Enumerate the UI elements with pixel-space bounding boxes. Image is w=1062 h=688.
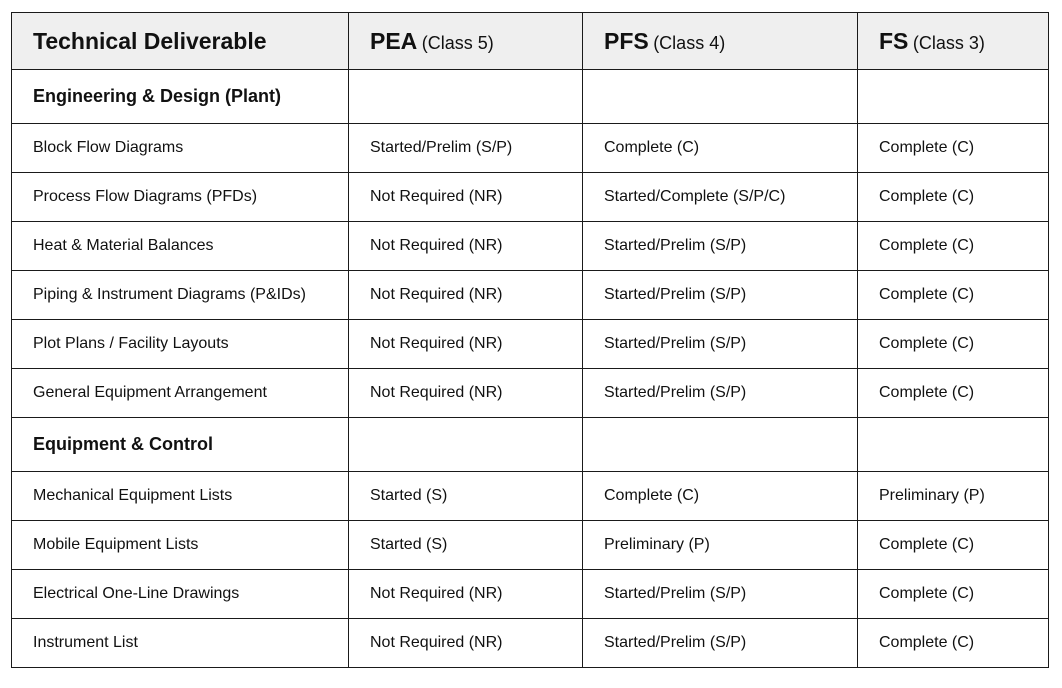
header-fs xyxy=(858,13,1049,70)
pea-cell: Started (S) xyxy=(349,472,583,521)
table-row xyxy=(12,521,1049,570)
fs-cell: Complete (C) xyxy=(858,124,1049,173)
pea-cell: Not Required (NR) xyxy=(349,271,583,320)
section-row-equipment-control xyxy=(12,418,1049,472)
table-row xyxy=(12,570,1049,619)
pea-cell: Started/Prelim (S/P) xyxy=(349,124,583,173)
pfs-cell: Preliminary (P) xyxy=(583,521,858,570)
pea-cell: Not Required (NR) xyxy=(349,320,583,369)
fs-cell: Complete (C) xyxy=(858,570,1049,619)
table-row xyxy=(12,173,1049,222)
deliverable-cell: Process Flow Diagrams (PFDs) xyxy=(12,173,349,222)
deliverable-cell: Block Flow Diagrams xyxy=(12,124,349,173)
fs-cell: Complete (C) xyxy=(858,619,1049,668)
empty-cell xyxy=(583,418,858,472)
table-row xyxy=(12,271,1049,320)
pfs-cell: Complete (C) xyxy=(583,472,858,521)
fs-cell: Complete (C) xyxy=(858,271,1049,320)
empty-cell xyxy=(858,418,1049,472)
header-title: Technical Deliverable xyxy=(33,27,267,54)
deliverable-cell: Mobile Equipment Lists xyxy=(12,521,349,570)
header-pea-class: (Class 5) xyxy=(421,32,494,53)
header-fs-class: (Class 3) xyxy=(912,32,985,53)
section-title: Equipment & Control xyxy=(12,418,349,472)
header-pfs-label: PFS xyxy=(604,27,649,54)
header-pea-label: PEA xyxy=(370,27,418,54)
pea-cell: Not Required (NR) xyxy=(349,570,583,619)
fs-cell: Complete (C) xyxy=(858,222,1049,271)
fs-cell: Complete (C) xyxy=(858,521,1049,570)
fs-cell: Complete (C) xyxy=(858,369,1049,418)
section-row-engineering-design xyxy=(12,70,1049,124)
deliverable-cell: Plot Plans / Facility Layouts xyxy=(12,320,349,369)
header-fs-label: FS xyxy=(879,27,909,54)
table-row xyxy=(12,472,1049,521)
pfs-cell: Started/Prelim (S/P) xyxy=(583,619,858,668)
header-technical-deliverable xyxy=(12,13,349,70)
deliverable-cell: Piping & Instrument Diagrams (P&IDs) xyxy=(12,271,349,320)
pfs-cell: Started/Complete (S/P/C) xyxy=(583,173,858,222)
pea-cell: Not Required (NR) xyxy=(349,173,583,222)
pfs-cell: Started/Prelim (S/P) xyxy=(583,222,858,271)
deliverable-cell: Mechanical Equipment Lists xyxy=(12,472,349,521)
fs-cell: Complete (C) xyxy=(858,173,1049,222)
section-title: Engineering & Design (Plant) xyxy=(12,70,349,124)
empty-cell xyxy=(858,70,1049,124)
header-pea xyxy=(349,13,583,70)
empty-cell xyxy=(583,70,858,124)
table-header-row xyxy=(12,13,1049,70)
pea-cell: Not Required (NR) xyxy=(349,222,583,271)
deliverable-cell: Instrument List xyxy=(12,619,349,668)
fs-cell: Preliminary (P) xyxy=(858,472,1049,521)
empty-cell xyxy=(349,418,583,472)
table-row xyxy=(12,124,1049,173)
pfs-cell: Complete (C) xyxy=(583,124,858,173)
pfs-cell: Started/Prelim (S/P) xyxy=(583,369,858,418)
deliverable-cell: Heat & Material Balances xyxy=(12,222,349,271)
table-row xyxy=(12,369,1049,418)
pea-cell: Not Required (NR) xyxy=(349,369,583,418)
deliverable-cell: Electrical One-Line Drawings xyxy=(12,570,349,619)
pfs-cell: Started/Prelim (S/P) xyxy=(583,570,858,619)
table-row xyxy=(12,222,1049,271)
deliverable-cell: General Equipment Arrangement xyxy=(12,369,349,418)
table-row xyxy=(12,619,1049,668)
pea-cell: Not Required (NR) xyxy=(349,619,583,668)
header-pfs-class: (Class 4) xyxy=(653,32,726,53)
pea-cell: Started (S) xyxy=(349,521,583,570)
pfs-cell: Started/Prelim (S/P) xyxy=(583,320,858,369)
pfs-cell: Started/Prelim (S/P) xyxy=(583,271,858,320)
header-pfs xyxy=(583,13,858,70)
empty-cell xyxy=(349,70,583,124)
fs-cell: Complete (C) xyxy=(858,320,1049,369)
deliverables-table xyxy=(11,12,1049,668)
table-row xyxy=(12,320,1049,369)
